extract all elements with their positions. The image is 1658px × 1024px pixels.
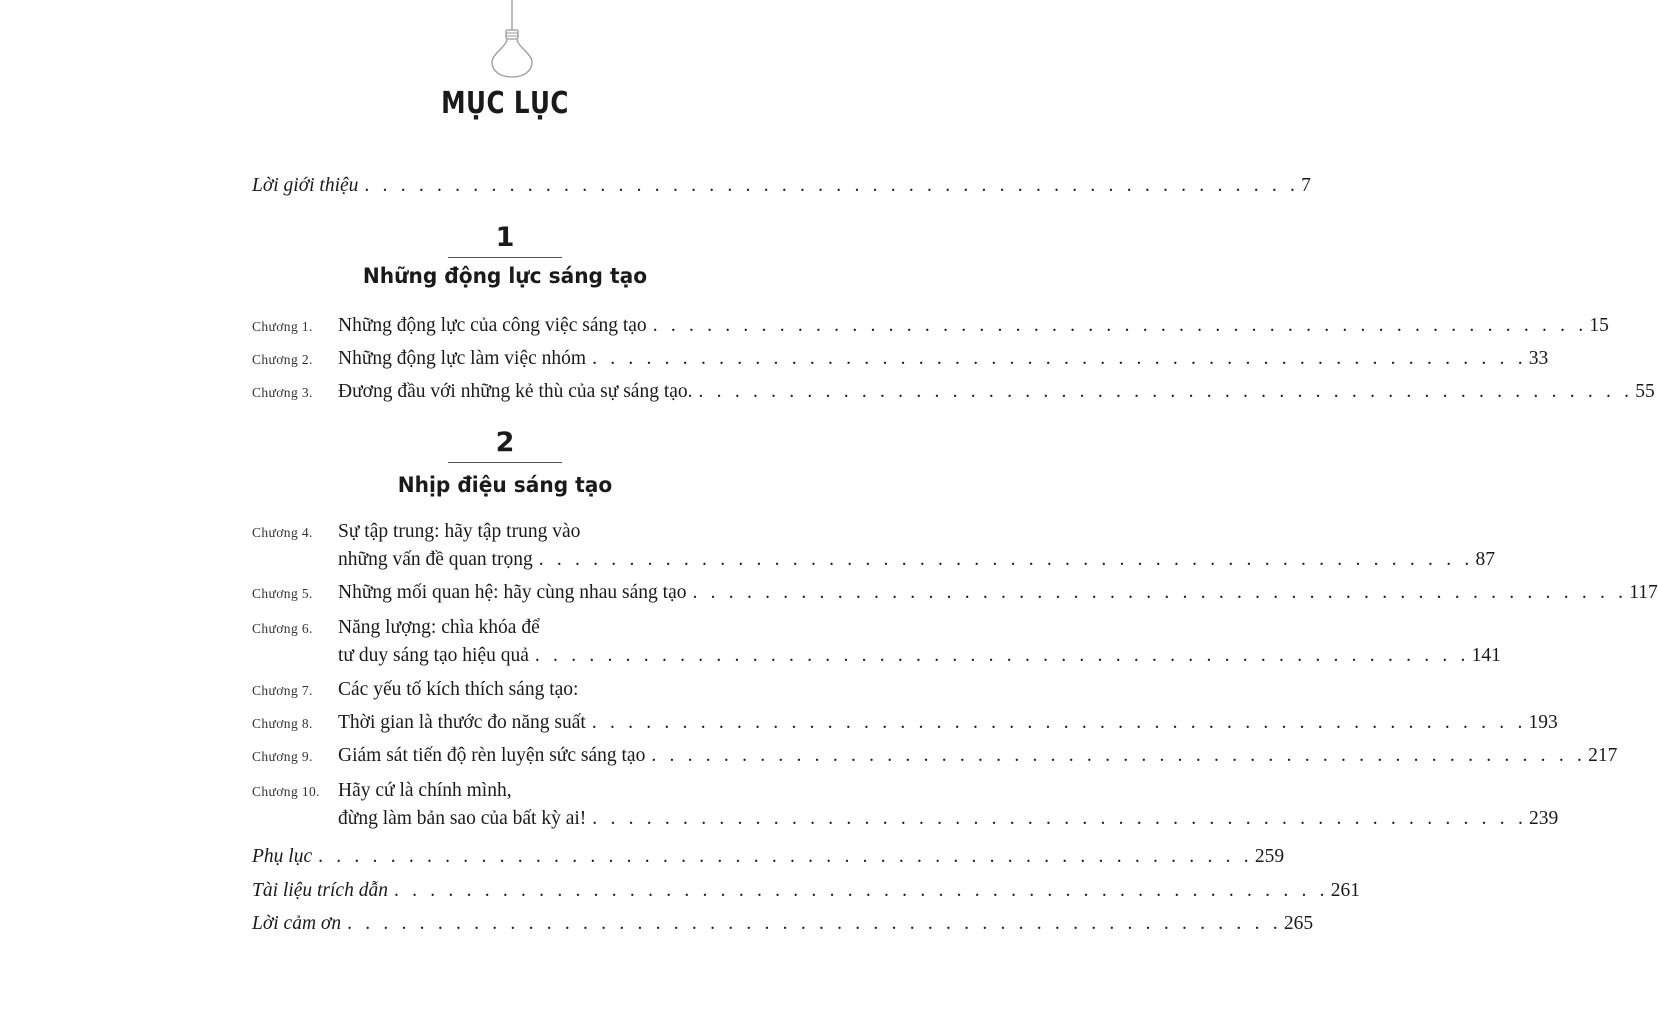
chapter-label: Chương 7. [252,683,313,698]
toc-entry-chapter-8[interactable] [252,711,1558,736]
toc-entry-chapter-3[interactable] [252,380,1655,405]
chapter-label: Chương 9. [252,749,313,764]
chapter-label: Chương 10. [252,784,320,799]
chapter-label: Chương 5. [252,586,313,601]
page-number: 261 [1330,880,1360,901]
dot-leader: . . . . . . . . . . . . . . . . . . . . . . . . . . . . . . . . . . . . . . . . . . . . . . . . . . . . [318,846,1253,867]
page-number: 117 [1629,582,1658,603]
page-number: 33 [1528,348,1549,369]
toc-entry-chapter-4-cont[interactable] [252,548,1495,572]
dot-leader: . . . . . . . . . . . . . . . . . . . . . . . . . . . . . . . . . . . . . . . . . . . . . . . . . . . . [651,745,1587,766]
page-number: 239 [1529,808,1559,829]
dot-leader: . . . . . . . . . . . . . . . . . . . . . . . . . . . . . . . . . . . . . . . . . . . . . . . . . . . . [592,808,1528,829]
page-number: 55 [1635,381,1655,402]
chapter-title: Đương đầu với những kẻ thù của sự sáng tạo. [338,381,693,402]
page-number: 141 [1471,645,1501,666]
toc-entry-chapter-6-cont[interactable] [252,644,1501,668]
chapter-label: Chương 4. [252,525,313,540]
chapter-label: Chương 6. [252,621,313,636]
chapter-label: Chương 2. [252,352,313,367]
chapter-title-line-1: Hãy cứ là chính mình, [338,780,512,801]
toc-entry-acknowledgements[interactable] [252,912,1314,936]
toc-entry-appendix[interactable] [252,845,1285,869]
entry-title: Phụ lục [252,846,313,867]
page-number: 217 [1588,745,1618,766]
chapter-title-line-1: Năng lượng: chìa khóa để [338,617,540,638]
chapter-title-line-2: tư duy sáng tạo hiệu quả [338,645,529,666]
chapter-label: Chương 8. [252,716,313,731]
toc-entry-chapter-9[interactable] [252,744,1618,769]
dot-leader: . . . . . . . . . . . . . . . . . . . . . . . . . . . . . . . . . . . . . . . . . . . . . . . . . . . . [538,549,1474,570]
chapter-title: Những động lực làm việc nhóm [338,348,587,369]
chapter-title: Giám sát tiến độ rèn luyện sức sáng tạo [338,745,646,766]
toc-entry-chapter-1[interactable] [252,314,1609,339]
chapter-title-line-2: những vấn đề quan trọng [338,549,533,570]
chapter-title: Thời gian là thước đo năng suất [338,712,586,733]
chapter-label: Chương 1. [252,319,313,334]
page-number: 15 [1589,315,1609,336]
chapter-title-line-1: Sự tập trung: hãy tập trung vào [338,521,581,542]
part-title: Nhịp điệu sáng tạo [397,473,613,497]
divider [448,257,562,258]
page-title: MỤC LỤC [441,86,569,121]
toc-entry-references[interactable] [252,879,1360,903]
dot-leader: . . . . . . . . . . . . . . . . . . . . . . . . . . . . . . . . . . . . . . . . . . . . . . . . . . . . [692,582,1628,603]
page-number: 87 [1475,549,1495,570]
dot-leader: . . . . . . . . . . . . . . . . . . . . . . . . . . . . . . . . . . . . . . . . . . . . . . . . . . . . [347,913,1282,934]
entry-title: Tài liệu trích dẫn [252,880,388,901]
entry-title: Lời cảm ơn [252,913,342,934]
dot-leader: . . . . . . . . . . . . . . . . . . . . . . . . . . . . . . . . . . . . . . . . . . . . . . . . . . . . [364,175,1300,196]
dot-leader: . . . . . . . . . . . . . . . . . . . . . . . . . . . . . . . . . . . . . . . . . . . . . . . . . . . . [393,880,1329,901]
dot-leader: . . . . . . . . . . . . . . . . . . . . . . . . . . . . . . . . . . . . . . . . . . . . . . . . . . . . [652,315,1588,336]
chapter-label: Chương 3. [252,385,313,400]
page-number: 7 [1301,175,1311,196]
divider [448,462,562,463]
toc-entry-chapter-10-cont[interactable] [252,807,1559,831]
chapter-title: Các yếu tố kích thích sáng tạo: [338,679,579,700]
lightbulb-icon [488,0,536,80]
dot-leader: . . . . . . . . . . . . . . . . . . . . . . . . . . . . . . . . . . . . . . . . . . . . . . . . . . . . [591,712,1527,733]
page-number: 259 [1254,846,1285,867]
dot-leader: . . . . . . . . . . . . . . . . . . . . . . . . . . . . . . . . . . . . . . . . . . . . . . . . . . . . [592,348,1527,369]
entry-title: Lời giới thiệu [252,175,359,196]
toc-entry-chapter-4[interactable] [252,520,760,545]
dot-leader: . . . . . . . . . . . . . . . . . . . . . . . . . . . . . . . . . . . . . . . . . . . . . . . . . . . . [698,381,1634,402]
toc-entry-chapter-2[interactable] [252,347,1549,372]
chapter-title: Những mối quan hệ: hãy cùng nhau sáng tạo [338,582,687,603]
part-title: Những động lực sáng tạo [362,264,648,288]
part-number: 1 [495,222,515,253]
toc-entry-intro[interactable] [252,174,1311,198]
toc-entry-chapter-10[interactable] [252,779,760,804]
page-number: 193 [1528,712,1558,733]
dot-leader: . . . . . . . . . . . . . . . . . . . . . . . . . . . . . . . . . . . . . . . . . . . . . . . . . . . . [534,645,1470,666]
toc-entry-chapter-6[interactable] [252,616,760,641]
toc-entry-chapter-7[interactable] [252,678,760,703]
part-number: 2 [495,427,515,458]
page-number: 265 [1283,913,1314,934]
chapter-title-line-2: đừng làm bản sao của bất kỳ ai! [338,808,587,829]
toc-entry-chapter-5[interactable] [252,581,1658,606]
chapter-title: Những động lực của công việc sáng tạo [338,315,647,336]
